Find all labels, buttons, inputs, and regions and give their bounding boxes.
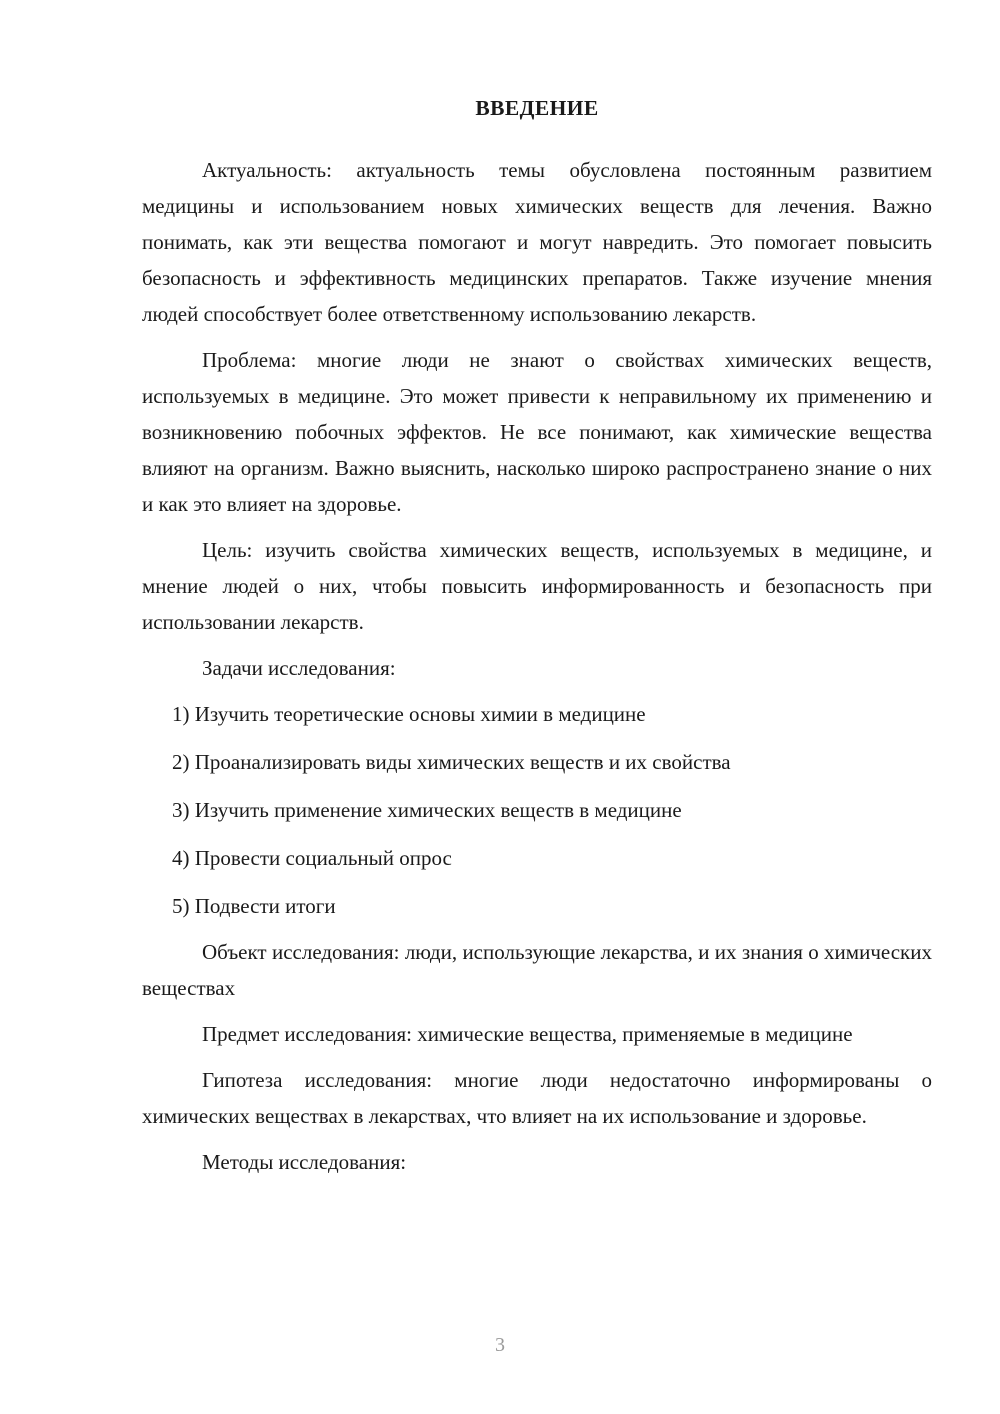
page-number: 3: [495, 1334, 505, 1356]
paragraph-goal: Цель: изучить свойства химических веществ, используемых в медицине, и мнение людей о них, чтобы повысить информированность и безопасность при использовании лекарств.: [142, 538, 932, 634]
paragraph-hypothesis: Гипотеза исследования: многие люди недостаточно информированы о химических веществах в лекарствах, что влияет на их использование и здоровье.: [142, 1068, 932, 1128]
list-item: 3) Изучить применение химических веществ в медицине: [172, 798, 682, 822]
document-body: [142, 90, 932, 1180]
list-item: 5) Подвести итоги: [172, 894, 336, 918]
paragraph-methods-heading: Методы исследования:: [202, 1150, 407, 1174]
list-item: 1) Изучить теоретические основы химии в медицине: [172, 702, 646, 726]
paragraph-problem: Проблема: многие люди не знают о свойствах химических веществ, используемых в медицине. Это может привести к неправильному их применению и возникновению побочных эффектов. Не все понимают, как химические вещества влияют на организм. Важно выяснить, насколько широко распространено знание о них и как это влияет на здоровье.: [142, 348, 932, 516]
paragraph-subject: Предмет исследования: химические вещества, применяемые в медицине: [202, 1022, 853, 1046]
tasks-list: [142, 696, 932, 924]
page-title: ВВЕДЕНИЕ: [475, 96, 599, 120]
paragraph-tasks-heading: Задачи исследования:: [202, 656, 396, 680]
paragraph-object: Объект исследования: люди, использующие лекарства, и их знания о химических веществах: [142, 940, 932, 1000]
list-item: 2) Проанализировать виды химических веществ и их свойства: [172, 750, 731, 774]
paragraph-relevance: Актуальность: актуальность темы обусловлена постоянным развитием медицины и использованием новых химических веществ для лечения. Важно понимать, как эти вещества помогают и могут навредить. Это помогает повысить безопасность и эффективность медицинских препаратов. Также изучение мнения людей способствует более ответственному использованию лекарств.: [142, 158, 932, 326]
list-item: 4) Провести социальный опрос: [172, 846, 452, 870]
